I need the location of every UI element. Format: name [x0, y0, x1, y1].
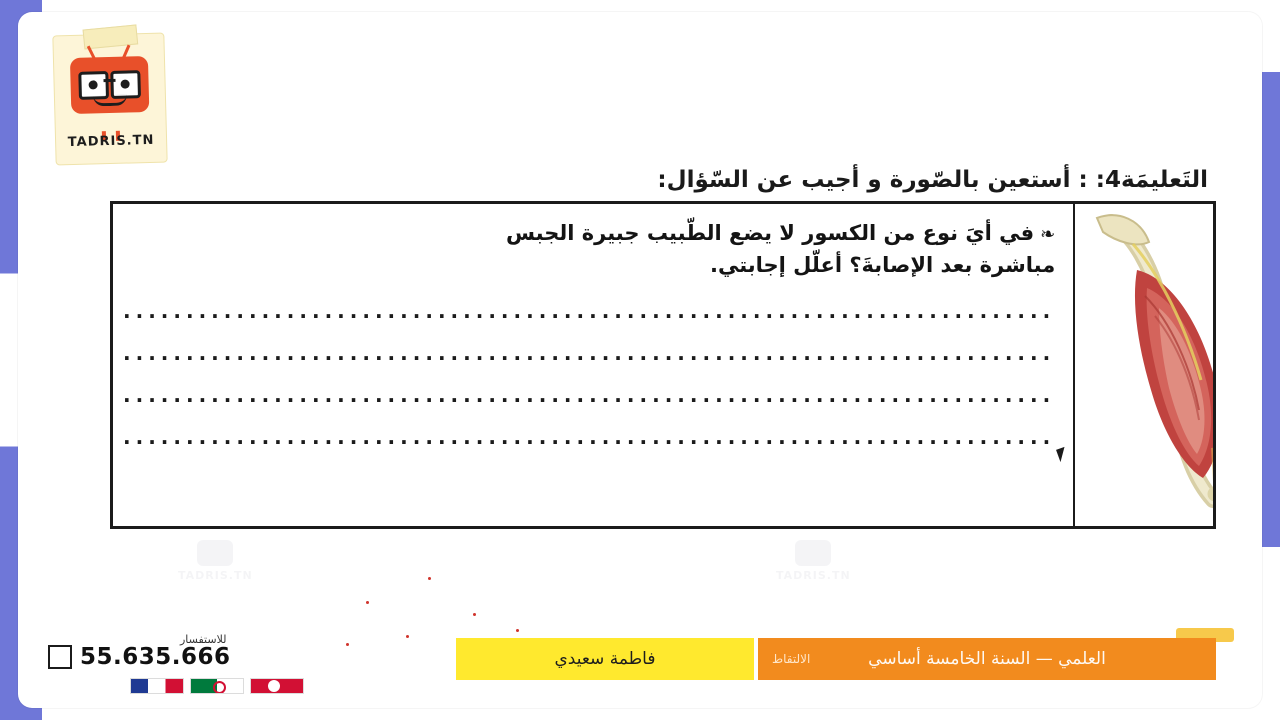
- contact-phone: [48, 644, 231, 670]
- checkbox-icon[interactable]: [48, 645, 72, 669]
- question-line-2: مباشرة بعد الإصابةَ؟ أعلّل إجابتي.: [709, 252, 1056, 277]
- answer-line: ..........................................................................: [123, 383, 1056, 407]
- capture-hint: الالتقاط: [772, 652, 811, 666]
- arm-muscles-anatomy-illustration: [1075, 204, 1213, 520]
- teacher-name-badge: فاطمة سعيدي: [456, 638, 754, 680]
- worksheet-title: التَعليمَة4: : أستعين بالصّورة و أجيب عن السّؤال:: [657, 167, 1208, 193]
- worksheet-box: [110, 201, 1216, 529]
- phone-note: للاستفسار: [180, 633, 227, 646]
- answer-line: ..........................................................................: [123, 425, 1056, 449]
- brand-logo: [52, 33, 167, 166]
- subject-label: العلمي — السنة الخامسة أساسي: [868, 649, 1106, 669]
- anatomy-illustration: [1073, 204, 1213, 526]
- brand-name: TADRIS.TN: [67, 132, 155, 151]
- tv-robot-icon: [70, 56, 149, 114]
- flag-tunisia-icon: [250, 678, 304, 694]
- worksheet: [110, 167, 1216, 529]
- flag-france-icon: [130, 678, 184, 694]
- answer-line: ..........................................................................: [123, 299, 1056, 323]
- smile-icon: [93, 95, 127, 107]
- glasses-bridge-icon: [103, 79, 115, 82]
- antenna-right-icon: [122, 45, 130, 59]
- question-line-1: في أيَ نوع من الكسور لا يضع الطّبيب جبيرة الجبس: [505, 221, 1035, 245]
- watermark: TADRIS.TN: [178, 540, 253, 582]
- bullet-icon: ❧: [1040, 224, 1056, 245]
- question-block: [123, 218, 1055, 281]
- worksheet-text-cell: [113, 204, 1073, 526]
- subject-bar: [758, 638, 1216, 680]
- answer-line: ..........................................................................: [123, 341, 1056, 365]
- phone-number: 55.635.666: [80, 644, 231, 670]
- slide-page: [18, 12, 1262, 708]
- watermark: TADRIS.TN: [776, 540, 851, 582]
- language-flags: [130, 678, 304, 694]
- ink-marks: [338, 567, 558, 647]
- flag-algeria-icon: [190, 678, 244, 694]
